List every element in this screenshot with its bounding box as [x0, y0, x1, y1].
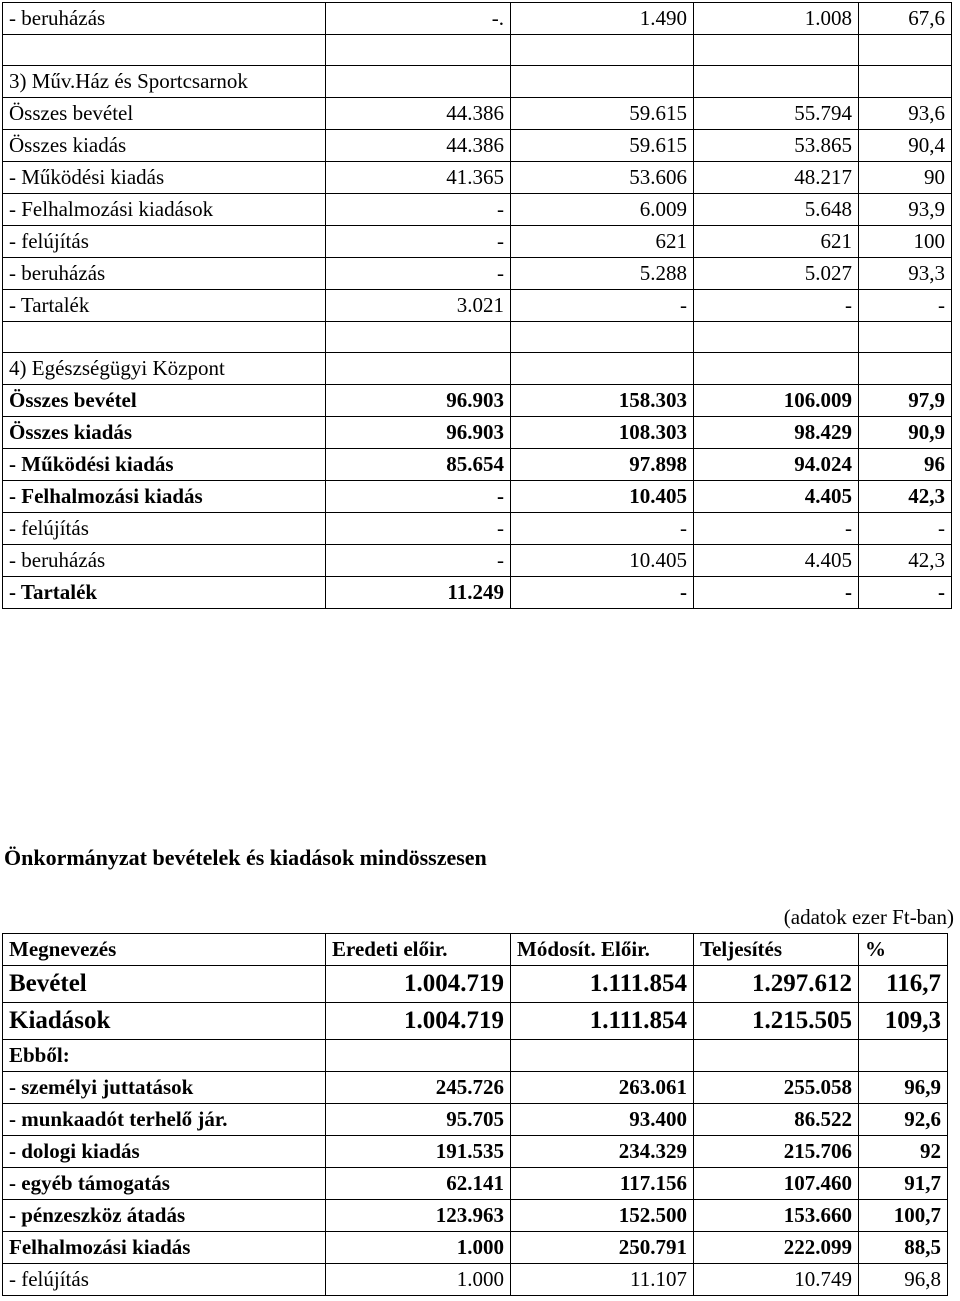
row-label: - felújítás	[3, 513, 326, 545]
row-value: -	[326, 545, 511, 577]
row-value: -	[859, 577, 952, 609]
row-value: 94.024	[694, 449, 859, 481]
row-label: - beruházás	[3, 258, 326, 290]
table-row	[3, 449, 952, 481]
row-value	[326, 322, 511, 353]
row-value: 95.705	[326, 1104, 511, 1136]
row-label: - beruházás	[3, 3, 326, 35]
row-value: 98.429	[694, 417, 859, 449]
table-row	[3, 3, 952, 35]
row-value: 48.217	[694, 162, 859, 194]
row-value: 109,3	[859, 1003, 948, 1040]
header-teljesites: Teljesítés	[694, 934, 859, 966]
table-row	[3, 1136, 948, 1168]
table-row	[3, 513, 952, 545]
row-label: Felhalmozási kiadás	[3, 1232, 326, 1264]
row-value: 62.141	[326, 1168, 511, 1200]
row-value: 59.615	[511, 98, 694, 130]
row-value: 44.386	[326, 130, 511, 162]
table-row	[3, 35, 952, 66]
row-value: -	[326, 226, 511, 258]
row-value	[859, 322, 952, 353]
row-value: 1.111.854	[511, 966, 694, 1003]
table-row	[3, 66, 952, 98]
row-value: 108.303	[511, 417, 694, 449]
row-value: 621	[694, 226, 859, 258]
units-note: (adatok ezer Ft-ban)	[783, 905, 954, 929]
row-label: - dologi kiadás	[3, 1136, 326, 1168]
summary-header-row	[3, 934, 948, 966]
row-value: 96,9	[859, 1072, 948, 1104]
table-row	[3, 1072, 948, 1104]
row-value: 96.903	[326, 385, 511, 417]
row-value: 222.099	[694, 1232, 859, 1264]
row-value: 11.107	[511, 1264, 694, 1296]
row-label	[3, 322, 326, 353]
row-value: -	[694, 513, 859, 545]
row-value	[694, 66, 859, 98]
row-value	[326, 1040, 511, 1072]
row-label: Összes bevétel	[3, 385, 326, 417]
header-eredeti: Eredeti előir.	[326, 934, 511, 966]
row-value: 107.460	[694, 1168, 859, 1200]
header-modosit: Módosít. Előir.	[511, 934, 694, 966]
row-value: 90,4	[859, 130, 952, 162]
header-megnevezes: Megnevezés	[3, 934, 326, 966]
row-value: 67,6	[859, 3, 952, 35]
row-value	[511, 322, 694, 353]
row-label: - felújítás	[3, 1264, 326, 1296]
table-row	[3, 130, 952, 162]
row-value: 100	[859, 226, 952, 258]
table-row	[3, 322, 952, 353]
table-row	[3, 385, 952, 417]
row-value: 1.111.854	[511, 1003, 694, 1040]
row-value: 59.615	[511, 130, 694, 162]
row-value: 90,9	[859, 417, 952, 449]
row-value: -	[511, 513, 694, 545]
row-value: 88,5	[859, 1232, 948, 1264]
row-value: 255.058	[694, 1072, 859, 1104]
table-row	[3, 1104, 948, 1136]
table-row	[3, 966, 948, 1003]
row-value	[694, 35, 859, 66]
row-value	[511, 353, 694, 385]
row-value: 152.500	[511, 1200, 694, 1232]
row-value: 11.249	[326, 577, 511, 609]
row-label: - felújítás	[3, 226, 326, 258]
table-row	[3, 98, 952, 130]
row-value	[511, 1040, 694, 1072]
row-label: - Tartalék	[3, 577, 326, 609]
row-label: Összes kiadás	[3, 130, 326, 162]
department-budget-body	[3, 3, 952, 609]
table-row	[3, 258, 952, 290]
row-value: 42,3	[859, 545, 952, 577]
summary-table	[2, 933, 948, 1296]
row-value	[694, 353, 859, 385]
row-value: 158.303	[511, 385, 694, 417]
row-label: - Tartalék	[3, 290, 326, 322]
row-label: - munkaadót terhelő jár.	[3, 1104, 326, 1136]
row-value: 5.648	[694, 194, 859, 226]
table-row	[3, 1168, 948, 1200]
row-value: -	[694, 290, 859, 322]
row-label: - Felhalmozási kiadás	[3, 481, 326, 513]
row-value: 96,8	[859, 1264, 948, 1296]
row-value: 6.009	[511, 194, 694, 226]
row-value: -	[859, 290, 952, 322]
row-value	[511, 35, 694, 66]
row-value: -	[511, 290, 694, 322]
row-value: -	[694, 577, 859, 609]
row-label: - személyi juttatások	[3, 1072, 326, 1104]
row-value: 10.749	[694, 1264, 859, 1296]
summary-body	[3, 966, 948, 1296]
table-row	[3, 1232, 948, 1264]
row-value: -	[326, 258, 511, 290]
row-value: 123.963	[326, 1200, 511, 1232]
row-value: 116,7	[859, 966, 948, 1003]
row-value: 93,9	[859, 194, 952, 226]
row-label: - beruházás	[3, 545, 326, 577]
row-value: 10.405	[511, 545, 694, 577]
table-row	[3, 1264, 948, 1296]
row-value: 106.009	[694, 385, 859, 417]
row-value: 10.405	[511, 481, 694, 513]
department-budget-table	[2, 2, 952, 609]
row-label: Összes bevétel	[3, 98, 326, 130]
row-value: 96.903	[326, 417, 511, 449]
row-value	[859, 66, 952, 98]
row-value: 96	[859, 449, 952, 481]
row-value	[859, 1040, 948, 1072]
row-value	[326, 353, 511, 385]
row-value: 1.000	[326, 1264, 511, 1296]
row-label: Kiadások	[3, 1003, 326, 1040]
row-value: 5.288	[511, 258, 694, 290]
row-value: 3.021	[326, 290, 511, 322]
row-value: 92	[859, 1136, 948, 1168]
row-value: 93.400	[511, 1104, 694, 1136]
row-value: -.	[326, 3, 511, 35]
row-value: -	[326, 481, 511, 513]
row-value: 245.726	[326, 1072, 511, 1104]
row-value: 97,9	[859, 385, 952, 417]
row-value: 93,3	[859, 258, 952, 290]
row-label: - Működési kiadás	[3, 162, 326, 194]
row-value	[511, 66, 694, 98]
row-value: 263.061	[511, 1072, 694, 1104]
table-row	[3, 1200, 948, 1232]
table-row	[3, 194, 952, 226]
table-row	[3, 417, 952, 449]
row-value: -	[511, 577, 694, 609]
row-value: 250.791	[511, 1232, 694, 1264]
row-label: - pénzeszköz átadás	[3, 1200, 326, 1232]
row-value: -	[859, 513, 952, 545]
table-row	[3, 545, 952, 577]
row-value: 1.000	[326, 1232, 511, 1264]
row-value: 55.794	[694, 98, 859, 130]
row-value: 1.490	[511, 3, 694, 35]
table-row	[3, 1040, 948, 1072]
row-label: 4) Egészségügyi Központ	[3, 353, 326, 385]
row-value: 4.405	[694, 545, 859, 577]
table-row	[3, 162, 952, 194]
row-label: Összes kiadás	[3, 417, 326, 449]
row-label: - Működési kiadás	[3, 449, 326, 481]
row-value	[859, 353, 952, 385]
row-value: 86.522	[694, 1104, 859, 1136]
table-row	[3, 577, 952, 609]
row-value: -	[326, 513, 511, 545]
row-value	[326, 35, 511, 66]
row-value: 91,7	[859, 1168, 948, 1200]
row-value: 234.329	[511, 1136, 694, 1168]
header-percent: %	[859, 934, 948, 966]
row-value: 92,6	[859, 1104, 948, 1136]
row-value: -	[326, 194, 511, 226]
row-label: - Felhalmozási kiadások	[3, 194, 326, 226]
row-value: 153.660	[694, 1200, 859, 1232]
row-value: 90	[859, 162, 952, 194]
row-value: 42,3	[859, 481, 952, 513]
row-value: 1.008	[694, 3, 859, 35]
row-value	[859, 35, 952, 66]
row-value	[326, 66, 511, 98]
row-value: 85.654	[326, 449, 511, 481]
row-label: 3) Műv.Ház és Sportcsarnok	[3, 66, 326, 98]
row-value: 215.706	[694, 1136, 859, 1168]
table-row	[3, 1003, 948, 1040]
row-value: 191.535	[326, 1136, 511, 1168]
table-row	[3, 353, 952, 385]
row-label: Bevétel	[3, 966, 326, 1003]
row-value: 621	[511, 226, 694, 258]
row-value: 100,7	[859, 1200, 948, 1232]
row-value: 4.405	[694, 481, 859, 513]
row-label	[3, 35, 326, 66]
row-value: 1.215.505	[694, 1003, 859, 1040]
row-value: 97.898	[511, 449, 694, 481]
row-value	[694, 322, 859, 353]
table-row	[3, 290, 952, 322]
row-value: 93,6	[859, 98, 952, 130]
row-value: 1.297.612	[694, 966, 859, 1003]
row-value: 5.027	[694, 258, 859, 290]
row-value: 53.606	[511, 162, 694, 194]
row-value: 44.386	[326, 98, 511, 130]
row-value: 117.156	[511, 1168, 694, 1200]
row-label: - egyéb támogatás	[3, 1168, 326, 1200]
row-value: 41.365	[326, 162, 511, 194]
table-row	[3, 481, 952, 513]
row-value: 1.004.719	[326, 1003, 511, 1040]
row-label: Ebből:	[3, 1040, 326, 1072]
row-value: 1.004.719	[326, 966, 511, 1003]
summary-title: Önkormányzat bevételek és kiadások mindösszesen	[4, 845, 487, 870]
row-value: 53.865	[694, 130, 859, 162]
row-value	[694, 1040, 859, 1072]
table-row	[3, 226, 952, 258]
